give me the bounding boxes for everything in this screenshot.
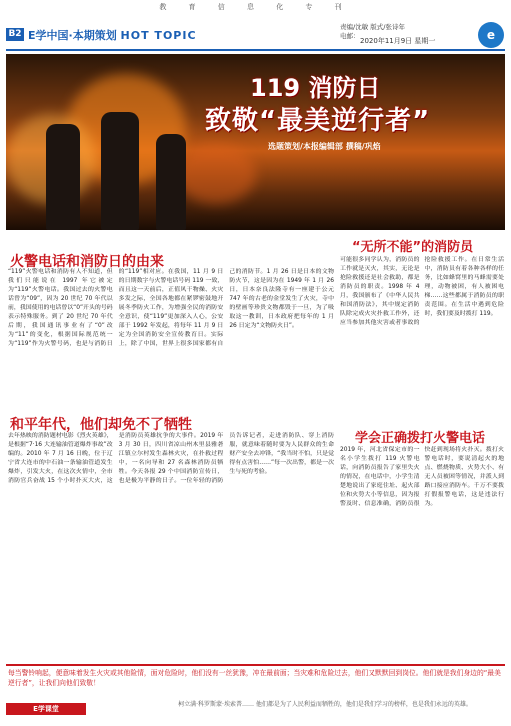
hero-title-line2: 致敬“最美逆行者” xyxy=(205,106,431,136)
bottom-divider xyxy=(6,664,505,666)
section-body-capable: 可能很多同学认为，消防员的工作就是灭火，其实，无论是抢险救援还是社会救助，都是消防员的职责。1998 年 4 月，我国颁布了《中华人民共和国消防法》，其中规定消防队除完成火灾扑救工作外，还应当参加其他灾害或者事故的抢险救援工作。在日常生活中，消防员有着各种各样的任务，比如蜂窝里的马蜂需要处理，动物被困，有人被困电梯……这些都属于消防员的职责范围。在生活中遇到危险时，我们要及时拨打 119。 xyxy=(340,257,504,326)
section-title-capable: “无所不能”的消防员 xyxy=(350,236,475,255)
section-body-origin: “119”火警电话和消防有人不知道，但我们只能说在 1997 年它被定为“119”火警电话。我国过去的火警电话曾为“09”，因为 20 世纪 70 年代以前，我国使用的电话曾以“0”开头的号码表示特殊服务。到了 20 世纪 70 年代后期，我国通讯事业有了“0”改为“11”的变化，根据国际规范统一为“119”作为火警号码，也是与消防日的“119”相对应。在我国，11 月 9 日的日期数字与火警电话号码 119 一致，而且这一天前后，正值风干物燥、火灾多发之际，全国各地都在紧锣密鼓地开展冬季防火工作，为增强全民的消防安全意识，使“119”更加深入人心，公安部于 1992 年发起，将每年 11 月 9 日定为全国消防安全宣传教育日。实际上，除了中国，世界上很多国家都有自己的消防节。1 月 26 日是日本的文物防火节，这是因为在 1949 年 1 月 26 日，日本奈良法隆寺有一座建于公元 747 年的古老的金堂发生了火灾，寺中的壁画等珍贵文物都毁于一旦，为了吸取这一教训，日本政府把每年的 1 月 26 日定为“文物防火日”。 xyxy=(8,269,334,347)
section-title-origin: 火警电话和消防日的由来 xyxy=(10,254,164,270)
header-divider xyxy=(6,49,505,51)
section-body-peace: 去年热映的消防题材电影《烈火英雄》，是根据“7·16 大连输油管道爆炸事故”改编的。2010 年 7 月 16 日晚，位于辽宁省大连市的中石油一条输油管道发生爆炸，引发大火，在这次火情中，全市消防官兵奋战 15 个小时扑灭大火，这是消防员英雄抗争的大事件。2019 年 3 月 30 日，四川省凉山州木里县雅砻江镇立尔村发生森林火灾，在扑救过程中，一名向导和 27 名森林消防员牺牲。今天各报 29 个中国消防宣传日，也是极为平静的日子。一位年轻的消防员告诉记者，走进消防队、穿上消防服，就意味着随时要为人民群众的生命财产安全去冲锋，“我当时不怕，只是觉得有点害怕……”每一次出警，都是一次生与死的考验。 xyxy=(8,433,334,484)
hot-topic-label: HOT TOPIC xyxy=(120,29,197,42)
hero-title-line1: 119 消防日 xyxy=(250,74,381,102)
editors-line: 责编/沈敏 版式/张诗年 xyxy=(340,23,405,31)
firefighter-silhouette xyxy=(156,134,186,230)
section-title-peace: 和平年代，他们却免不了牺牲 xyxy=(10,417,192,433)
page-number: B2 xyxy=(6,28,24,41)
column-label: E学课堂 xyxy=(6,703,86,715)
closing-note: 每当警铃响起，便意味着发生火灾或其他险情，面对危险时，他们没有一丝犹豫，冲在最前面；当灾难和危险过去，他们又默默回到岗位。他们就是我们身边的“最美逆行者”，让我们向他们致敬！ xyxy=(8,669,501,687)
hero-byline: 选题策划/本报编辑部 撰稿/巩焰 xyxy=(268,142,381,151)
newspaper-logo-icon: e xyxy=(478,22,504,48)
section-body-dial: 2019 年，河北省保定市的一名小学生拨打 119 火警电话，向消防员报告了家里失火的情况，在电话中，小学生清楚地说出了家庭住址、起火部位和火势大小等信息，因为报警及时、信息准确，消防员很快赶到现场将火扑灭。拨打火警电话时，要说清起火的地点、燃烧物质、火势大小、有无人员被困等情况，并派人到路口接应消防车。千万不要拨打假报警电话，这是违法行为。 xyxy=(340,447,504,507)
footer-quote: 柯立满·科罗斯蒙·埃索普…… 他们都是为了人民利益而牺牲的，他们是我们学习的榜样，也是我们永远的英雄。 xyxy=(178,701,472,708)
section-title-dial: 学会正确拨打火警电话 xyxy=(355,431,486,446)
page-slogan: 教 育 信 息 化 专 刊 xyxy=(159,3,352,11)
email-line: 电邮： xyxy=(340,32,360,40)
date-line: 2020年11月9日 星期一 xyxy=(360,37,436,45)
firefighter-silhouette xyxy=(101,112,139,230)
firefighter-silhouette xyxy=(46,124,80,230)
paper-title xyxy=(28,27,197,43)
paper-name: E学中国·本期策划 xyxy=(28,29,117,42)
